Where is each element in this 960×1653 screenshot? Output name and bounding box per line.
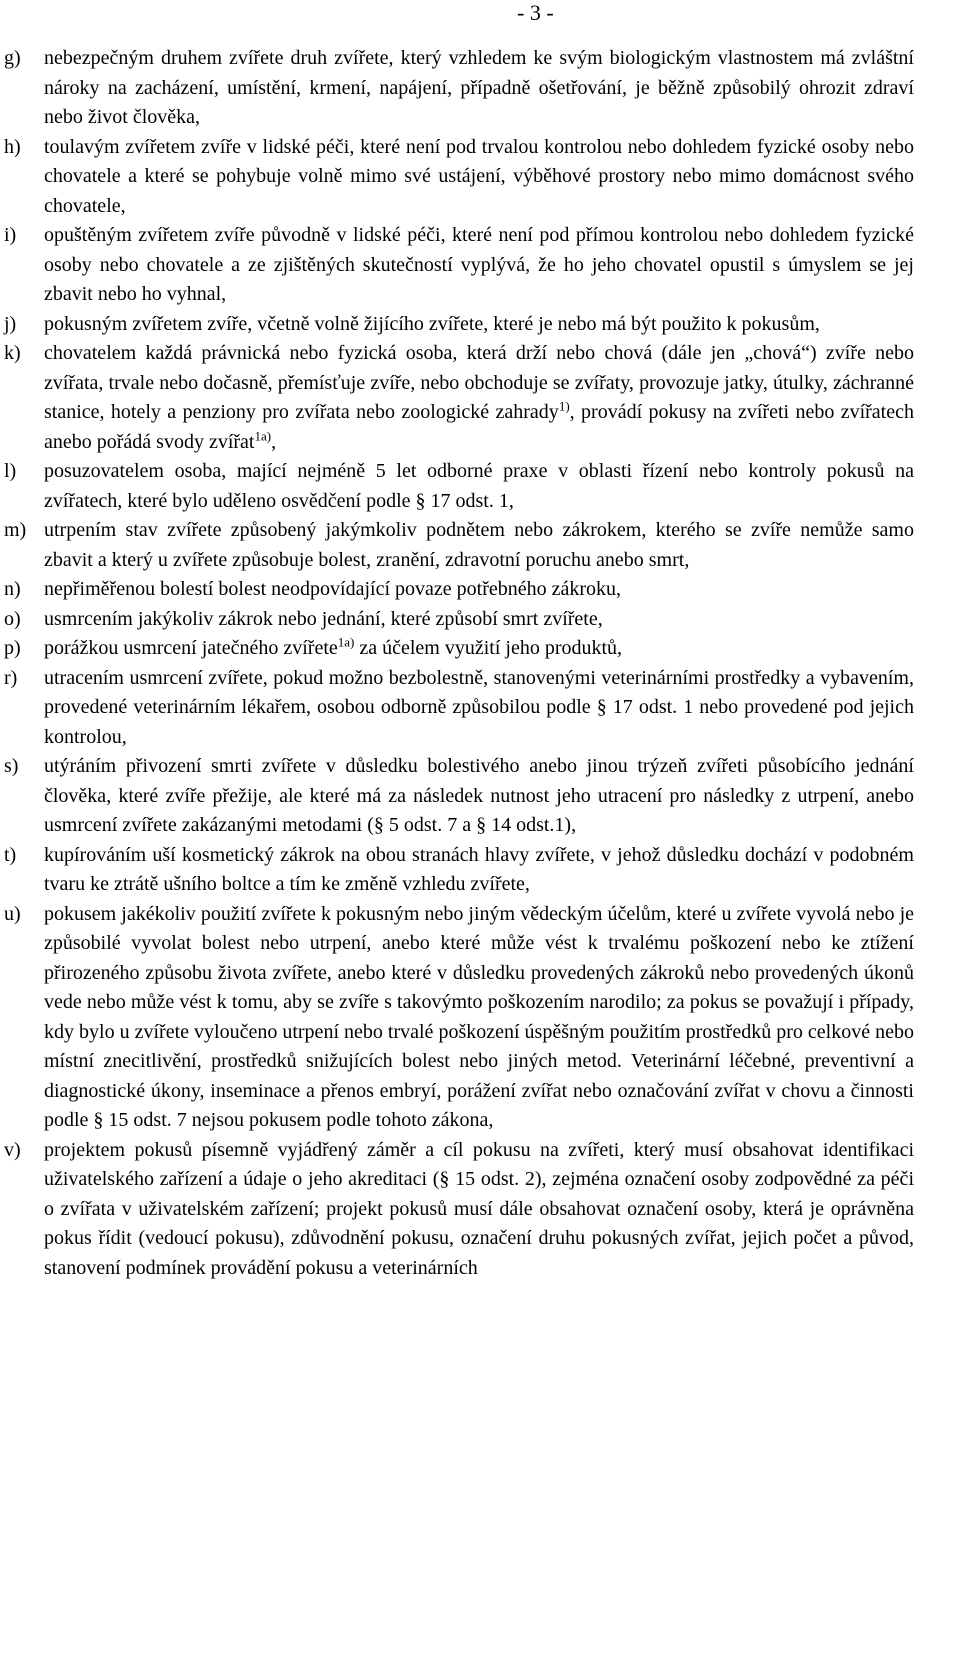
list-item bbox=[4, 634, 914, 664]
item-text: utrpením stav zvířete způsobený jakýmkoliv podnětem nebo zákrokem, kterého se zvíře nemůže samo zbavit a který u zvířete způsobuje bolest, zranění, zdravotní poruchu anebo smrt, bbox=[44, 519, 914, 571]
item-letter: i) bbox=[4, 224, 17, 246]
item-letter: k) bbox=[4, 342, 21, 364]
item-letter: s) bbox=[4, 755, 19, 777]
item-text bbox=[44, 342, 914, 453]
list-item bbox=[4, 457, 914, 516]
item-letter: j) bbox=[4, 312, 17, 335]
item-text-part: chovatelem každá právnická nebo fyzická osoba, která drží nebo chová (dále jen „chová“) zvíře nebo zvířata, trvale nebo dočasně, přemísťuje zvíře, nebo obchoduje se zvířaty, provozuje jatky, útulky, záchranné stanice, hotely a penziony pro zvířata nebo zoologické zahrady bbox=[44, 342, 914, 423]
footnote-ref: 1a) bbox=[337, 634, 355, 650]
item-text-part: porážkou usmrcení jatečného zvířete bbox=[44, 637, 338, 659]
list-item bbox=[4, 133, 914, 222]
item-text bbox=[44, 634, 623, 659]
list-item bbox=[4, 310, 914, 340]
list-item bbox=[4, 516, 914, 575]
list-item bbox=[4, 841, 914, 900]
list-item bbox=[4, 44, 914, 133]
list-item bbox=[4, 575, 914, 605]
item-letter: p) bbox=[4, 637, 21, 659]
list-item bbox=[4, 752, 914, 841]
footnote-ref: 1a) bbox=[254, 427, 272, 443]
item-text: usmrcením jakýkoliv zákrok nebo jednání, které způsobí smrt zvířete, bbox=[44, 607, 603, 630]
item-text-part: , bbox=[271, 430, 277, 453]
definitions-list bbox=[4, 44, 914, 1283]
item-letter: u) bbox=[4, 902, 21, 925]
item-text: pokusným zvířetem zvíře, včetně volně žijícího zvířete, které je nebo má být použito k pokusům, bbox=[44, 312, 820, 335]
item-text: kupírováním uší kosmetický zákrok na obou stranách hlavy zvířete, v jehož důsledku dochází v podobném tvaru ke ztrátě ušního boltce a tím ke změně vzhledu zvířete, bbox=[44, 843, 914, 895]
item-letter: t) bbox=[4, 843, 17, 866]
item-letter: v) bbox=[4, 1138, 21, 1161]
list-item bbox=[4, 1136, 914, 1284]
list-item bbox=[4, 605, 914, 635]
item-text-part: , provádí pokusy na zvířeti nebo zvířatech anebo pořádá svody zvířat bbox=[44, 401, 914, 453]
list-item bbox=[4, 664, 914, 753]
list-item bbox=[4, 900, 914, 1136]
item-letter: m) bbox=[4, 519, 27, 541]
item-text: projektem pokusů písemně vyjádřený záměr a cíl pokusu na zvířeti, který musí obsahovat identifikaci uživatelského zařízení a údaje o jeho akreditaci (§ 15 odst. 2), zejména označení osoby zodpovědné za péči o zvířata v uživatelském zařízení; projekt pokusů musí dále obsahovat označení osoby, která je oprávněna pokus řídit (vedoucí pokusu), zdůvodnění pokusu, označení druhu pokusných zvířat, jejich počet a původ, stanovení podmínek provádění pokusu a veterinárních bbox=[44, 1138, 914, 1279]
item-letter: l) bbox=[4, 460, 17, 482]
item-text: nepřiměřenou bolestí bolest neodpovídající povaze potřebného zákroku, bbox=[44, 578, 622, 600]
item-text: toulavým zvířetem zvíře v lidské péči, které není pod trvalou kontrolou nebo dohledem fyzické osoby nebo chovatele a které se pohybuje volně mimo své ustájení, výběhové prostory nebo mimo domácnost svého chovatele, bbox=[44, 135, 914, 217]
list-item bbox=[4, 339, 914, 457]
item-text: posuzovatelem osoba, mající nejméně 5 let odborné praxe v oblasti řízení nebo kontroly pokusů na zvířatech, které bylo uděleno osvědčení podle § 17 odst. 1, bbox=[44, 460, 914, 512]
item-text-part: za účelem využití jeho produktů, bbox=[354, 637, 623, 659]
item-text: utýráním přivození smrti zvířete v důsledku bolestivého anebo jinou trýzeň zvířeti působícího jednání člověka, které zvíře přežije, ale které má za následek nutnost jeho utracení pro následky z utrpení, anebo usmrcení zvířete zakázanými metodami (§ 5 odst. 7 a § 14 odst.1), bbox=[44, 755, 914, 836]
item-letter: r) bbox=[4, 666, 18, 689]
item-letter: n) bbox=[4, 578, 21, 600]
footnote-ref: 1) bbox=[558, 398, 570, 414]
item-text: nebezpečným druhem zvířete druh zvířete, který vzhledem ke svým biologickým vlastnostem má zvláštní nároky na zacházení, umístění, krmení, napájení, případně ošetřování, je běžně způsobilý ohrozit zdraví nebo život člověka, bbox=[44, 47, 914, 128]
item-letter: h) bbox=[4, 135, 21, 158]
item-text: utracením usmrcení zvířete, pokud možno bezbolestně, stanovenými veterinárními prostředky a vybavením, provedené veterinárním lékařem, osobou odborně způsobilou podle § 17 odst. 1 nebo provedené pod jejich kontrolou, bbox=[44, 666, 914, 748]
item-letter: o) bbox=[4, 607, 21, 630]
item-letter: g) bbox=[4, 47, 21, 69]
item-text: pokusem jakékoliv použití zvířete k pokusným nebo jiným vědeckým účelům, které u zvířete vyvolá nebo je způsobilé vyvolat bolest nebo utrpení, anebo které může vést k trvalému poškození nebo ke ztížení přirozeného způsobu života zvířete, anebo které v důsledku provedených zákroků nebo provedených úkonů vede nebo může vést k tomu, aby se zvíře s takovýmto poškozením narodilo; za pokus se považují i případy, kdy bylo u zvířete vyloučeno utrpení nebo trvalé poškození úspěšným použitím prostředků pro celkové nebo místní znecitlivění, prostředků snižujících bolest nebo jiných metod. Veterinární léčebné, preventivní a diagnostické úkony, inseminace a přenos embryí, porážení zvířat nebo označování zvířat v chovu a činnosti podle § 15 odst. 7 nejsou pokusem podle tohoto zákona, bbox=[44, 902, 914, 1131]
list-item bbox=[4, 221, 914, 310]
item-text: opuštěným zvířetem zvíře původně v lidské péči, které není pod přímou kontrolou nebo dohledem fyzické osoby nebo chovatele a ze zjištěných skutečností vyplývá, že ho jeho chovatel opustil s úmyslem se jej zbavit nebo ho vyhnal, bbox=[44, 224, 914, 305]
page-number: - 3 - bbox=[517, 0, 554, 25]
